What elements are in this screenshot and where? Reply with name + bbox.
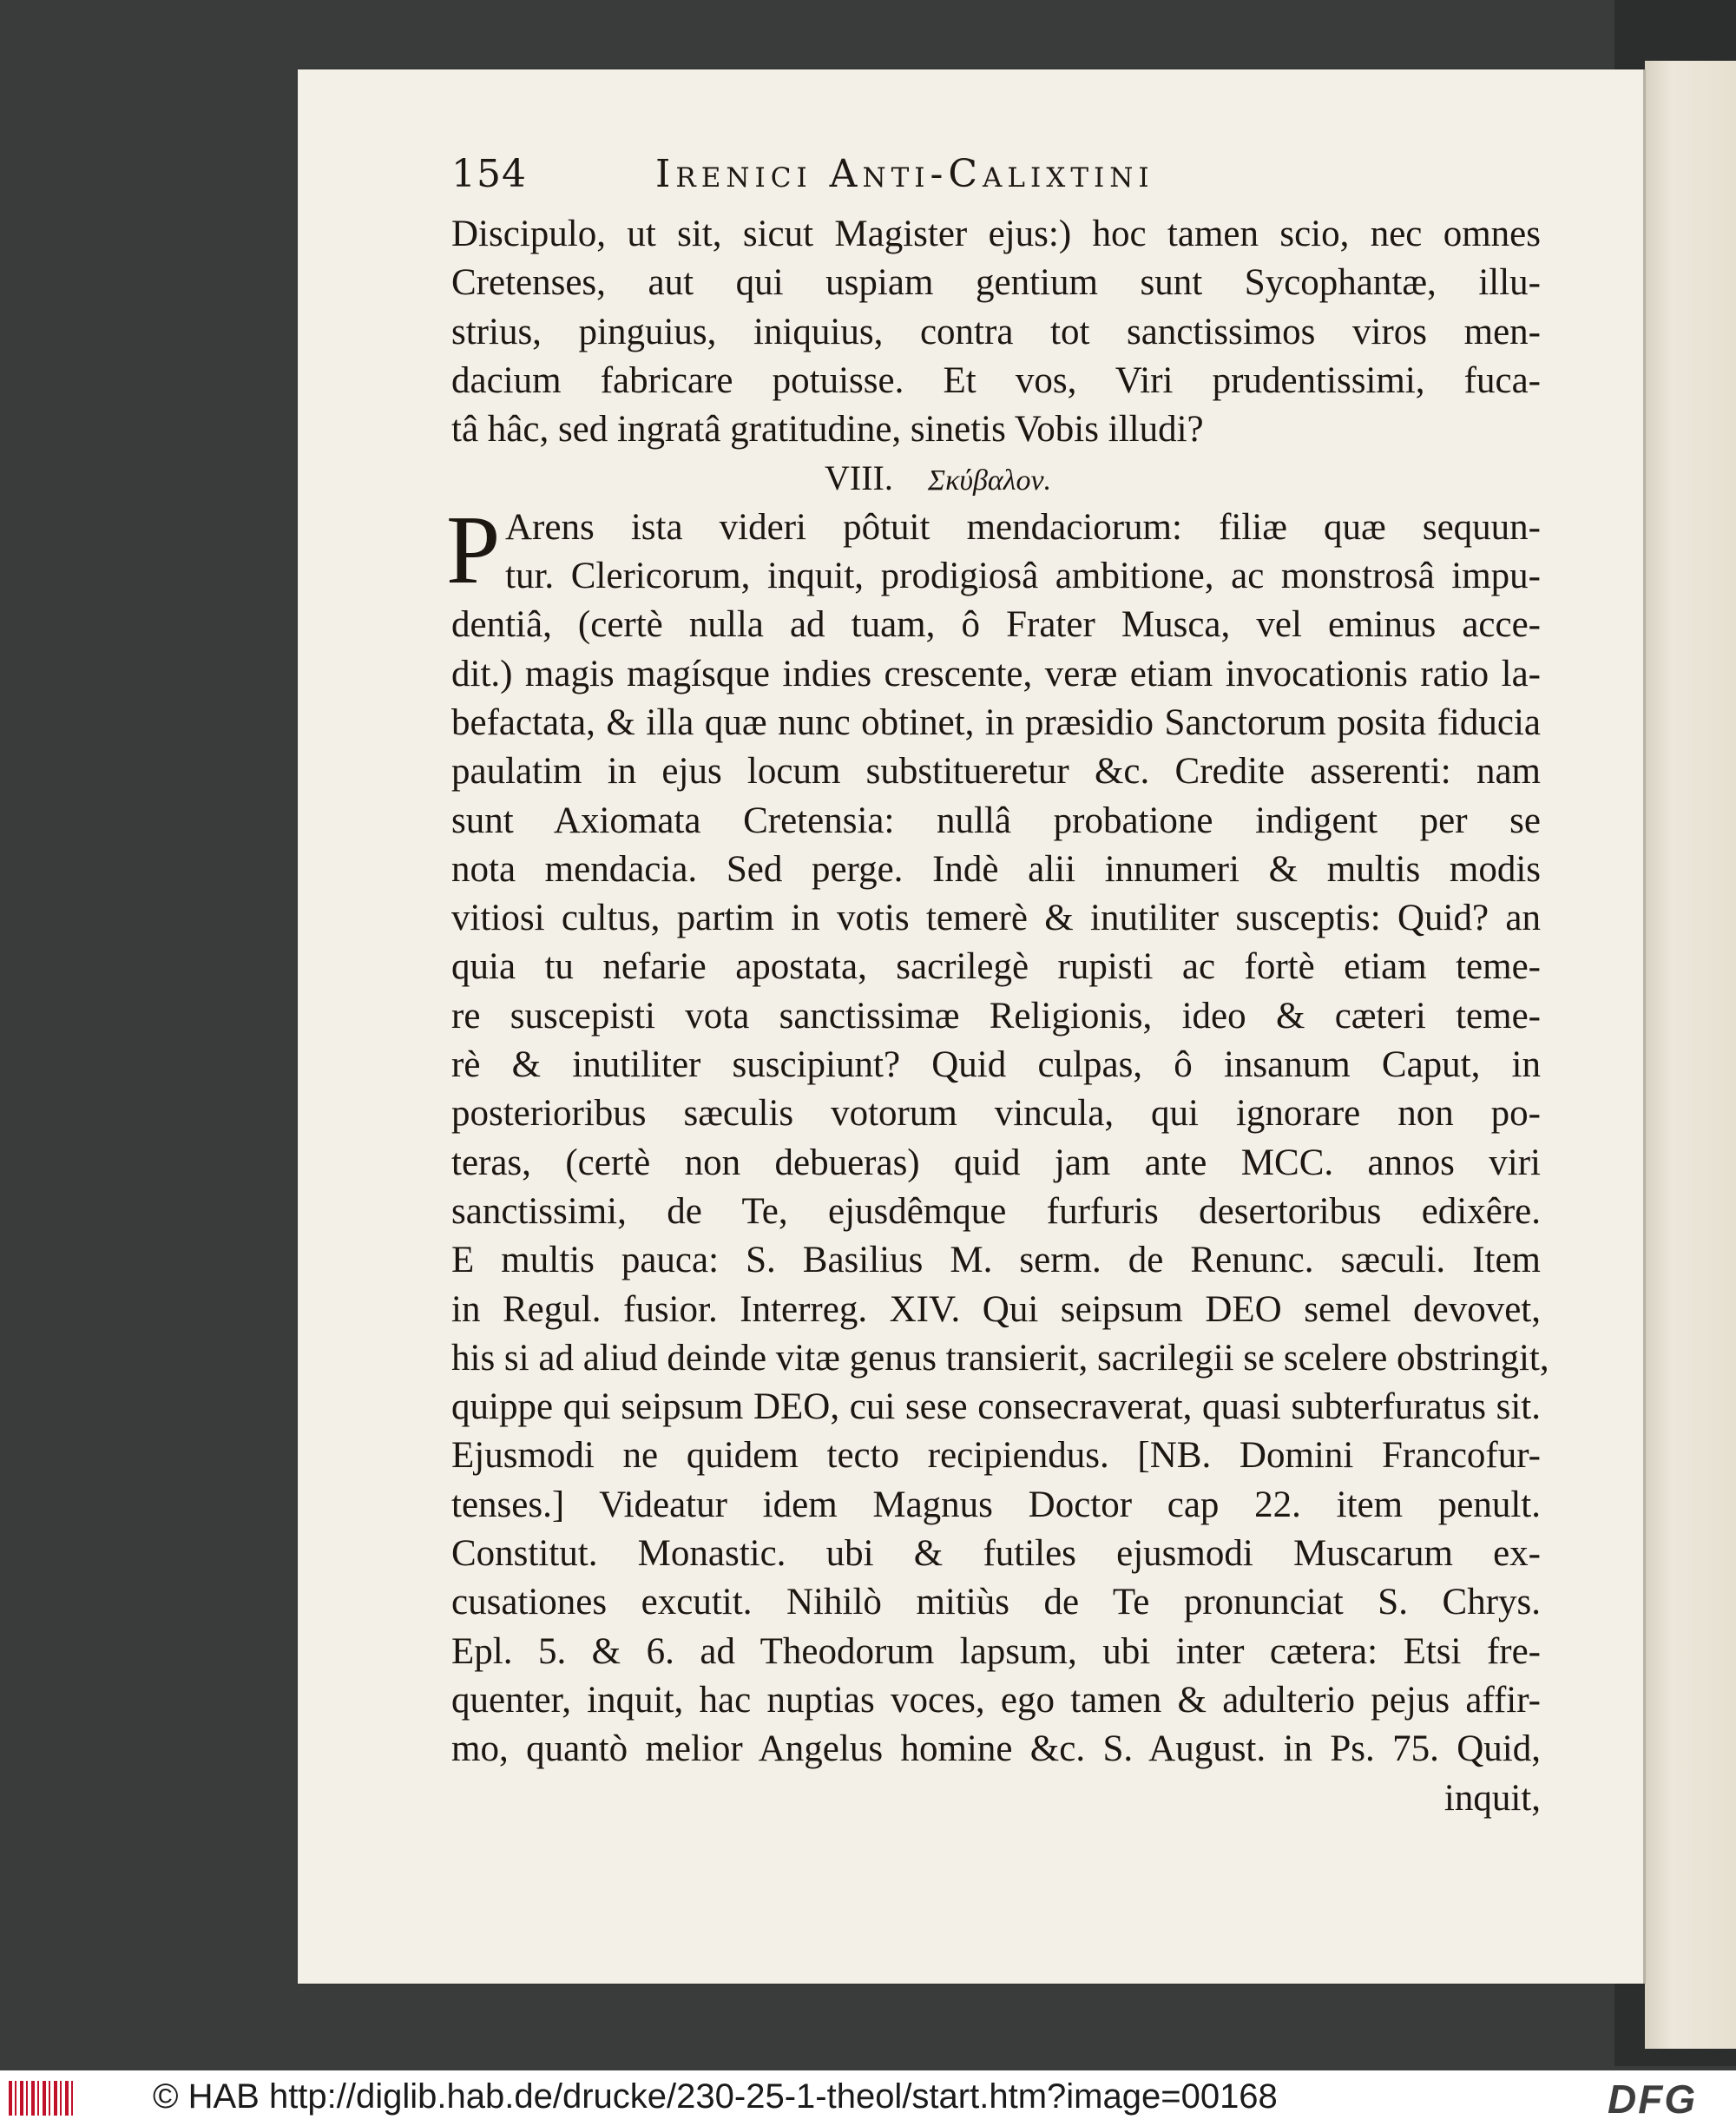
- first-line-text: Arens ista videri pôtuit mendaciorum: filiæ quæ sequun-: [505, 506, 1541, 548]
- page-fore-edge: [1643, 69, 1646, 1984]
- text-line: paulatim in ejus locum substitueretur &c. Credite asserenti: nam: [451, 751, 1541, 793]
- running-title: Irenici Anti-Calixtini: [655, 152, 1154, 196]
- footer-bar: [0, 2070, 1736, 2126]
- text-line: nota mendacia. Sed perge. Indè alii innumeri & multis modis: [451, 848, 1541, 890]
- text-line: his si ad aliud deinde vitæ genus transierit, sacrilegii se scelere obstringit,: [451, 1337, 1549, 1379]
- barcode-icon: [9, 2081, 73, 2116]
- dfg-logo: DFG: [1608, 2077, 1698, 2122]
- text-line: sanctissimi, de Te, ejusdêmque furfuris desertoribus edixêre.: [451, 1190, 1541, 1232]
- section-title: Σκύβαλον.: [927, 464, 1052, 497]
- text-line: teras, (certè non debueras) quid jam ante MCC. annos viri: [451, 1142, 1541, 1183]
- text-line: tur. Clericorum, inquit, prodigiosâ ambitione, ac monstrosâ impu-: [505, 556, 1541, 597]
- text-line: Constitut. Monastic. ubi & futiles ejusmodi Muscarum ex-: [451, 1533, 1541, 1575]
- text-line: sunt Axiomata Cretensia: nullâ probatione indigent per se: [451, 800, 1541, 841]
- text-line: dacium fabricare potuisse. Et vos, Viri prudentissimi, fuca-: [451, 359, 1541, 401]
- text-line: quippe qui seipsum DEO, cui sese consecraverat, quasi subterfuratus sit.: [451, 1386, 1541, 1428]
- text-line: E multis pauca: S. Basilius M. serm. de Renunc. sæculi. Item: [451, 1240, 1541, 1281]
- text-line: quenter, inquit, hac nuptias voces, ego tamen & adulterio pejus affir-: [451, 1679, 1541, 1721]
- text-line: in Regul. fusior. Interreg. XIV. Qui seipsum DEO semel devovet,: [451, 1288, 1541, 1330]
- text-line: quia tu nefarie apostata, sacrilegè rupisti ac fortè etiam teme-: [451, 946, 1541, 988]
- text-line: Epl. 5. & 6. ad Theodorum lapsum, ubi inter cætera: Etsi fre-: [451, 1630, 1541, 1672]
- text-line: befactata, & illa quæ nunc obtinet, in præsidio Sanctorum posita fiducia: [451, 701, 1541, 743]
- adjacent-page-edge: [1645, 61, 1736, 2049]
- section-number: VIII.: [825, 458, 893, 498]
- text-line: Ejusmodi ne quidem tecto recipiendus. [NB. Domini Francofur-: [451, 1435, 1541, 1477]
- text-line: cusationes excutit. Nihilò mitiùs de Te pronunciat S. Chrys.: [451, 1582, 1541, 1623]
- text-line: strius, pinguius, iniquius, contra tot sanctissimos viros men-: [451, 311, 1541, 352]
- text-line: dentiâ, (certè nulla ad tuam, ô Frater Musca, vel eminus acce-: [451, 604, 1541, 646]
- drop-cap: P: [446, 496, 501, 604]
- page-text: [446, 210, 1549, 1823]
- text-line: mo, quantò melior Angelus homine &c. S. August. in Ps. 75. Quid,: [451, 1728, 1541, 1770]
- text-line: vitiosi cultus, partim in votis temerè & inutiliter susceptis: Quid? an: [451, 898, 1541, 939]
- text-line: posterioribus sæculis votorum vincula, qui ignorare non po-: [451, 1093, 1541, 1135]
- catchword: inquit,: [1443, 1777, 1541, 1819]
- text-line: tâ hâc, sed ingratâ gratitudine, sinetis Vobis illudi?: [451, 409, 1204, 451]
- page-header: [451, 152, 1536, 204]
- text-line: dit.) magis magísque indies crescente, veræ etiam invocationis ratio la-: [451, 653, 1541, 694]
- text-line: Cretenses, aut qui uspiam gentium sunt Sycophantæ, illu-: [451, 262, 1541, 304]
- section-heading: [451, 454, 1541, 503]
- text-line: re suscepisti vota sanctissimæ Religionis, ideo & cæteri teme-: [451, 995, 1541, 1037]
- copyright-link[interactable]: © HAB http://diglib.hab.de/drucke/230-25-1-theol/start.htm?image=00168: [153, 2077, 1278, 2116]
- text-line: tenses.] Videatur idem Magnus Doctor cap 22. item penult.: [451, 1484, 1541, 1525]
- text-line: Discipulo, ut sit, sicut Magister ejus:) hoc tamen scio, nec omnes: [451, 214, 1541, 254]
- text-line: rè & inutiliter suscipiunt? Quid culpas, ô insanum Caput, in: [451, 1044, 1541, 1086]
- page-number: 154: [451, 152, 527, 196]
